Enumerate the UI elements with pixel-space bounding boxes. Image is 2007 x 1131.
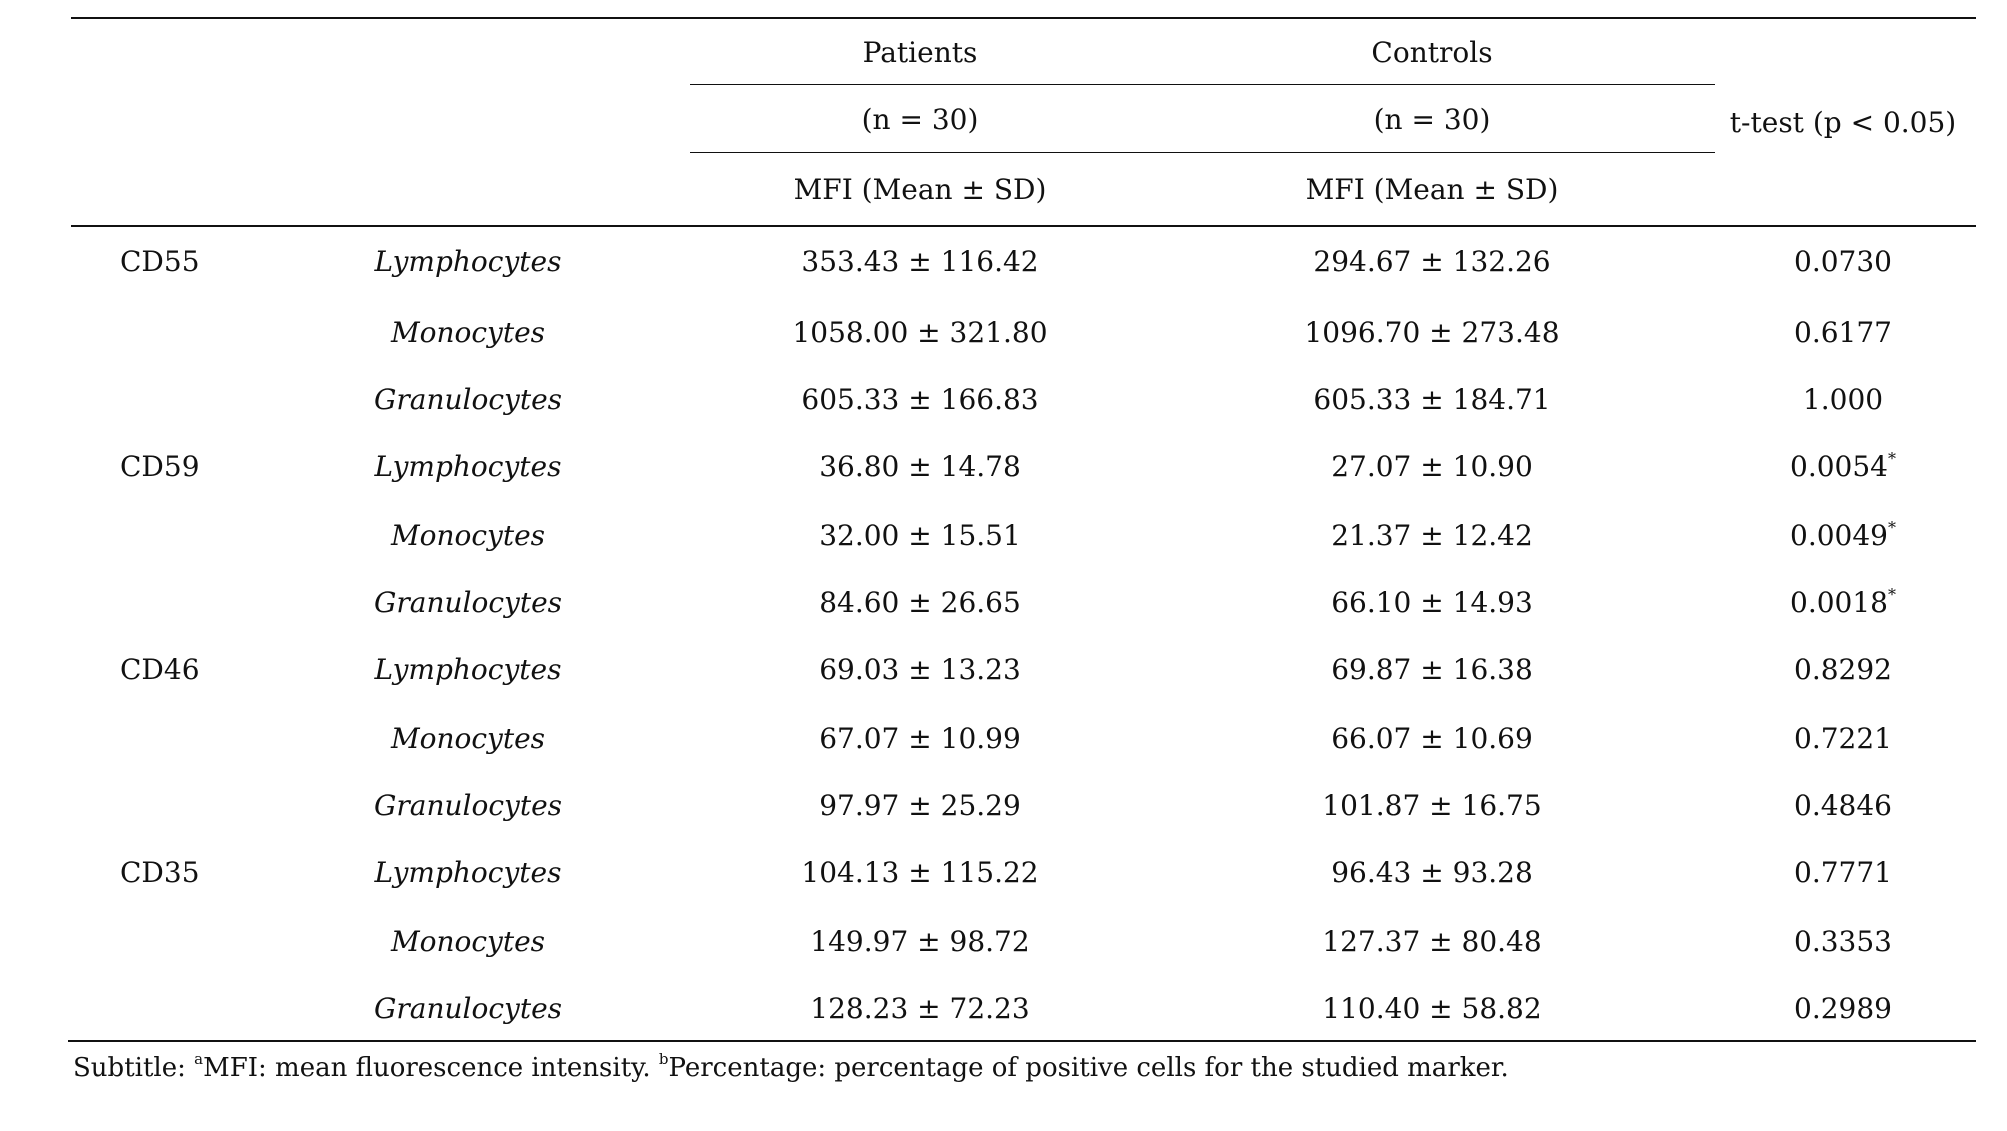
footnote-prefix: Subtitle: bbox=[73, 1053, 195, 1083]
row-p-value-text: 0.6177 bbox=[1794, 316, 1892, 349]
row-p-value-text: 0.0018 bbox=[1790, 586, 1888, 619]
row-controls-mfi bbox=[1331, 586, 1533, 620]
row-controls-mfi bbox=[1322, 992, 1541, 1026]
row-controls-mfi-text: 66.07 ± 10.69 bbox=[1331, 722, 1533, 755]
row-cell-type-text: Lymphocytes bbox=[374, 245, 562, 278]
row-controls-mfi bbox=[1331, 856, 1533, 890]
header-controls: Controls bbox=[1371, 36, 1493, 69]
row-cell-type-text: Granulocytes bbox=[373, 789, 563, 822]
row-patients-mfi-text: 32.00 ± 15.51 bbox=[819, 519, 1021, 552]
significance-mark: * bbox=[1887, 517, 1896, 537]
row-patients-mfi-text: 149.97 ± 98.72 bbox=[810, 925, 1030, 958]
row-marker bbox=[120, 856, 200, 890]
row-cell-type bbox=[391, 925, 545, 959]
row-p-value-text: 0.0054 bbox=[1790, 450, 1888, 483]
row-marker bbox=[120, 653, 200, 687]
row-patients-mfi bbox=[819, 519, 1021, 553]
row-p-value bbox=[1794, 925, 1892, 959]
row-patients-mfi-text: 128.23 ± 72.23 bbox=[810, 992, 1030, 1025]
row-p-value-text: 0.2989 bbox=[1794, 992, 1892, 1025]
row-cell-type bbox=[374, 586, 562, 620]
row-p-value-text: 0.3353 bbox=[1794, 925, 1892, 958]
row-p-value-text: 0.0049 bbox=[1790, 519, 1888, 552]
row-p-value-text: 0.7221 bbox=[1794, 722, 1892, 755]
row-controls-mfi-text: 96.43 ± 93.28 bbox=[1331, 856, 1533, 889]
row-p-value-text: 0.7771 bbox=[1794, 856, 1892, 889]
row-patients-mfi-text: 67.07 ± 10.99 bbox=[819, 722, 1021, 755]
row-controls-mfi-text: 1096.70 ± 273.48 bbox=[1304, 316, 1560, 349]
row-marker-text: CD35 bbox=[120, 856, 200, 889]
row-patients-mfi bbox=[819, 789, 1021, 823]
row-controls-mfi-text: 69.87 ± 16.38 bbox=[1331, 653, 1533, 686]
header-mfi-controls: MFI (Mean ± SD) bbox=[1305, 173, 1559, 206]
row-cell-type bbox=[374, 789, 562, 823]
row-cell-type bbox=[375, 856, 562, 890]
row-p-value-text: 1.000 bbox=[1802, 383, 1884, 416]
header-patients: Patients bbox=[862, 36, 978, 69]
row-marker-text: CD55 bbox=[120, 245, 200, 278]
row-cell-type-text: Lymphocytes bbox=[374, 653, 562, 686]
row-cell-type bbox=[374, 992, 562, 1026]
row-controls-mfi bbox=[1331, 722, 1533, 756]
row-controls-mfi bbox=[1322, 925, 1541, 959]
row-p-value bbox=[1794, 316, 1892, 350]
row-controls-mfi-text: 294.67 ± 132.26 bbox=[1313, 245, 1551, 278]
footnote-sup-a: a bbox=[194, 1050, 204, 1069]
row-cell-type bbox=[391, 316, 545, 350]
row-controls-mfi bbox=[1313, 383, 1550, 417]
row-controls-mfi bbox=[1331, 450, 1533, 484]
row-cell-type-text: Monocytes bbox=[390, 519, 546, 552]
row-patients-mfi-text: 69.03 ± 13.23 bbox=[819, 653, 1021, 686]
row-controls-mfi-text: 127.37 ± 80.48 bbox=[1322, 925, 1542, 958]
row-patients-mfi-text: 84.60 ± 26.65 bbox=[819, 586, 1021, 619]
header-divider-2 bbox=[690, 152, 1715, 153]
row-patients-mfi bbox=[819, 653, 1021, 687]
row-patients-mfi bbox=[792, 316, 1047, 350]
header-controls-n: (n = 30) bbox=[1373, 103, 1491, 136]
row-controls-mfi-text: 101.87 ± 16.75 bbox=[1322, 789, 1542, 822]
header-bottom-rule bbox=[71, 225, 1976, 227]
bottom-rule bbox=[68, 1040, 1976, 1042]
significance-mark: * bbox=[1887, 448, 1896, 468]
row-marker bbox=[120, 450, 200, 484]
row-patients-mfi bbox=[801, 245, 1038, 279]
row-cell-type bbox=[391, 722, 545, 756]
header-ttest: t-test (p < 0.05) bbox=[1729, 106, 1957, 139]
row-p-value bbox=[1794, 992, 1892, 1026]
row-p-value bbox=[1790, 586, 1896, 620]
significance-mark: * bbox=[1887, 584, 1896, 604]
header-divider-1 bbox=[690, 84, 1715, 85]
row-marker-text: CD59 bbox=[120, 450, 200, 483]
row-patients-mfi bbox=[810, 992, 1029, 1026]
row-cell-type bbox=[375, 450, 562, 484]
header-patients-n: (n = 30) bbox=[861, 103, 979, 136]
row-p-value bbox=[1794, 856, 1892, 890]
row-marker-text: CD46 bbox=[120, 653, 200, 686]
row-p-value-text: 0.4846 bbox=[1794, 789, 1892, 822]
row-cell-type-text: Lymphocytes bbox=[374, 856, 562, 889]
row-controls-mfi-text: 21.37 ± 12.42 bbox=[1331, 519, 1533, 552]
row-marker bbox=[120, 245, 200, 279]
row-p-value bbox=[1803, 383, 1883, 417]
row-p-value-text: 0.8292 bbox=[1794, 653, 1892, 686]
row-controls-mfi-text: 605.33 ± 184.71 bbox=[1313, 383, 1551, 416]
row-p-value bbox=[1794, 653, 1892, 687]
row-p-value bbox=[1794, 789, 1892, 823]
row-cell-type bbox=[375, 245, 562, 279]
row-patients-mfi-text: 1058.00 ± 321.80 bbox=[792, 316, 1048, 349]
row-cell-type-text: Lymphocytes bbox=[374, 450, 562, 483]
row-controls-mfi-text: 110.40 ± 58.82 bbox=[1322, 992, 1542, 1025]
row-cell-type-text: Granulocytes bbox=[373, 992, 563, 1025]
header-mfi-patients: MFI (Mean ± SD) bbox=[793, 173, 1047, 206]
row-controls-mfi-text: 66.10 ± 14.93 bbox=[1331, 586, 1533, 619]
row-cell-type-text: Granulocytes bbox=[373, 383, 563, 416]
row-p-value bbox=[1794, 722, 1892, 756]
row-patients-mfi-text: 97.97 ± 25.29 bbox=[819, 789, 1021, 822]
footnote bbox=[73, 1052, 1509, 1084]
row-controls-mfi bbox=[1304, 316, 1559, 350]
row-patients-mfi-text: 605.33 ± 166.83 bbox=[801, 383, 1039, 416]
row-controls-mfi bbox=[1331, 653, 1533, 687]
row-p-value bbox=[1790, 519, 1896, 553]
row-cell-type-text: Monocytes bbox=[390, 316, 546, 349]
row-controls-mfi bbox=[1322, 789, 1541, 823]
row-controls-mfi bbox=[1331, 519, 1533, 553]
row-controls-mfi bbox=[1313, 245, 1550, 279]
row-cell-type-text: Monocytes bbox=[390, 925, 546, 958]
row-patients-mfi-text: 353.43 ± 116.42 bbox=[801, 245, 1039, 278]
row-patients-mfi bbox=[819, 722, 1021, 756]
row-controls-mfi-text: 27.07 ± 10.90 bbox=[1331, 450, 1533, 483]
row-cell-type-text: Monocytes bbox=[390, 722, 546, 755]
row-patients-mfi bbox=[819, 586, 1021, 620]
row-cell-type bbox=[391, 519, 545, 553]
row-cell-type-text: Granulocytes bbox=[373, 586, 563, 619]
row-patients-mfi bbox=[801, 856, 1038, 890]
row-patients-mfi-text: 36.80 ± 14.78 bbox=[819, 450, 1021, 483]
row-p-value bbox=[1790, 450, 1896, 484]
footnote-text-a: MFI: mean fluorescence intensity. bbox=[203, 1053, 659, 1083]
row-p-value bbox=[1794, 245, 1892, 279]
row-p-value-text: 0.0730 bbox=[1794, 245, 1892, 278]
row-patients-mfi bbox=[819, 450, 1021, 484]
footnote-sup-b: b bbox=[658, 1050, 669, 1069]
row-cell-type bbox=[374, 383, 562, 417]
footnote-text-b: Percentage: percentage of positive cells for the studied marker. bbox=[668, 1053, 1509, 1083]
row-patients-mfi-text: 104.13 ± 115.22 bbox=[801, 856, 1039, 889]
row-patients-mfi bbox=[810, 925, 1029, 959]
row-cell-type bbox=[375, 653, 562, 687]
top-rule bbox=[71, 17, 1976, 19]
row-patients-mfi bbox=[801, 383, 1038, 417]
